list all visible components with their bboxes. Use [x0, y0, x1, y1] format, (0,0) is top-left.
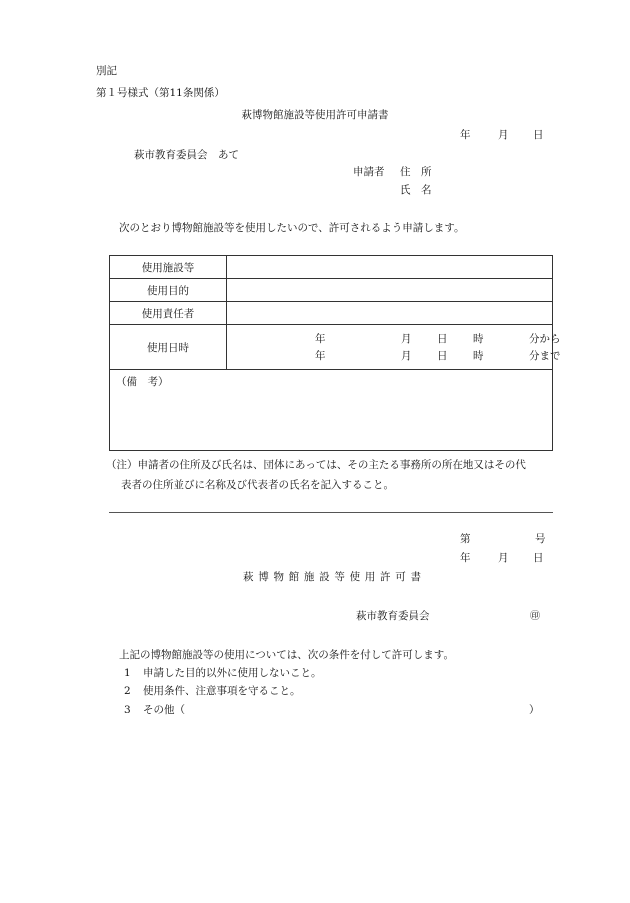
application-addressee: 萩市教育委員会 あて	[134, 149, 239, 161]
from-hour: 時	[473, 333, 484, 345]
application-body: 次のとおり博物館施設等を使用したいので、許可されるよう申請します。	[119, 222, 465, 234]
remarks-row	[110, 370, 553, 451]
application-title: 萩博物館施設等使用許可申請書	[241, 109, 389, 121]
permit-date-month: 月	[498, 552, 509, 564]
condition-1-text: 申請した目的以外に使用しないこと。	[143, 667, 322, 679]
applicant-address-label: 住 所	[400, 166, 432, 178]
condition-2-text: 使用条件、注意事項を守ること。	[143, 685, 301, 697]
application-date-day: 日	[533, 129, 544, 141]
condition-1-number: 1	[124, 667, 131, 679]
application-table	[109, 255, 561, 451]
applicant-name-label: 氏 名	[400, 184, 432, 196]
permit-title: 萩博物館施設等使用許可書	[243, 571, 426, 583]
seal-mark: ㊞	[530, 611, 540, 622]
application-date-year: 年	[460, 129, 471, 141]
to-hour: 時	[473, 350, 484, 362]
datetime-row	[110, 325, 553, 370]
manager-label: 使用責任者	[110, 302, 227, 325]
note-line-1: （注）申請者の住所及び氏名は、団体にあっては、その主たる事務所の所在地又はその代	[106, 459, 526, 471]
to-year: 年	[315, 350, 326, 362]
section-divider	[109, 512, 553, 513]
permit-number-prefix: 第	[460, 533, 471, 545]
purpose-row	[110, 279, 553, 302]
from-year: 年	[315, 333, 326, 345]
permit-issuer: 萩市教育委員会	[356, 610, 430, 622]
to-day: 日	[437, 350, 448, 362]
manager-field[interactable]	[227, 302, 553, 325]
permit-body: 上記の博物館施設等の使用については、次の条件を付して許可します。	[119, 649, 454, 661]
facility-label: 使用施設等	[110, 256, 227, 279]
from-day: 日	[437, 333, 448, 345]
from-minute: 分から	[529, 333, 561, 345]
permit-date-day: 日	[533, 552, 544, 564]
condition-3-number: 3	[124, 704, 131, 716]
purpose-label: 使用目的	[110, 279, 227, 302]
purpose-field[interactable]	[227, 279, 553, 302]
permit-date-year: 年	[460, 552, 471, 564]
condition-3-close-paren: ）	[529, 704, 540, 716]
facility-row	[110, 256, 553, 279]
applicant-label: 申請者	[353, 166, 385, 178]
to-month: 月	[401, 350, 412, 362]
remarks-label: （備 考）	[116, 376, 169, 388]
application-date-month: 月	[498, 129, 509, 141]
condition-2-number: 2	[124, 685, 131, 697]
permit-number-suffix: 号	[535, 533, 546, 545]
manager-row	[110, 302, 553, 325]
datetime-label: 使用日時	[110, 325, 227, 370]
datetime-field[interactable]	[227, 325, 561, 370]
from-month: 月	[401, 333, 412, 345]
remarks-field[interactable]	[110, 370, 553, 451]
note-line-2: 表者の住所並びに名称及び代表者の氏名を記入すること。	[121, 479, 394, 491]
form-number: 第１号様式（第11条関係）	[96, 87, 225, 99]
condition-3-text: その他（	[143, 704, 185, 716]
facility-field[interactable]	[227, 256, 553, 279]
annex-label: 別記	[96, 65, 117, 77]
to-minute: 分まで	[529, 350, 561, 362]
